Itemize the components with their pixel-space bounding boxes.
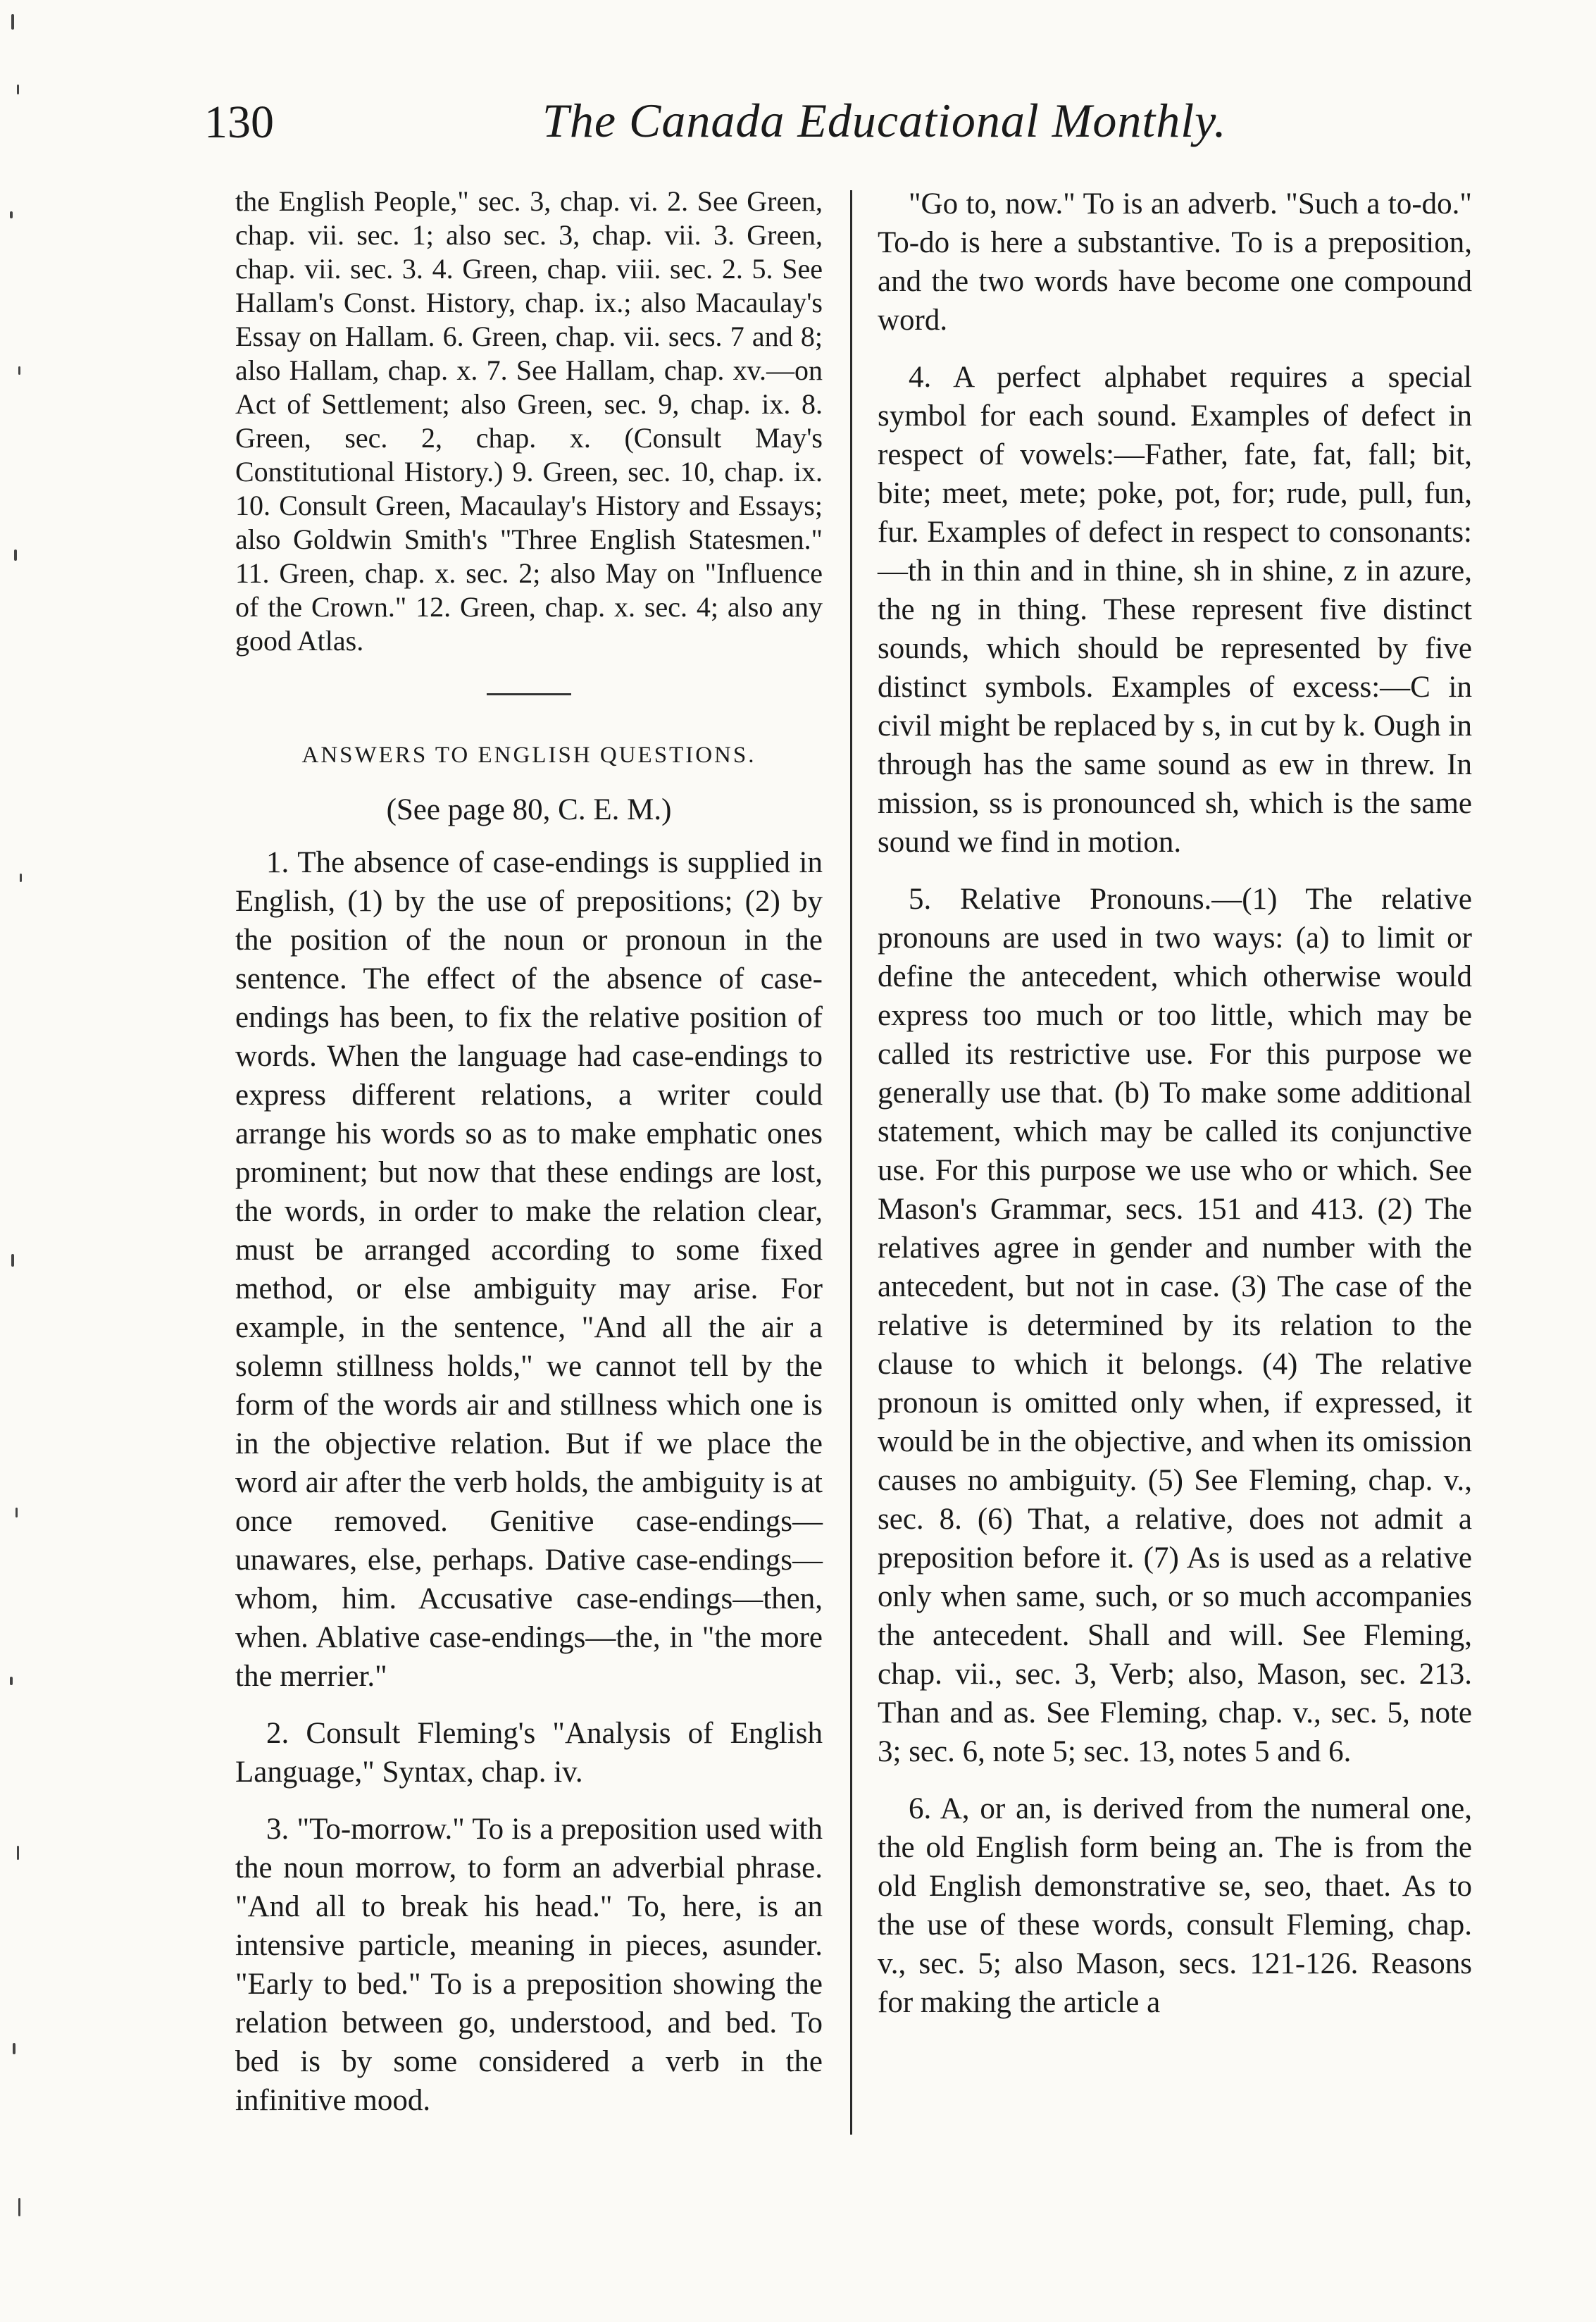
section-heading: ANSWERS TO ENGLISH QUESTIONS. (301, 743, 756, 768)
page-number: 130 (204, 97, 274, 148)
answer-4: 4. A perfect alphabet requires a special symbol for each sound. Examples of defect in respect of vowels:—Father, fate, fat, fall; bit, bite; meet, mete; poke, pot, for; rude, pull, fun, fur. Examples of defect in respect to consonants:—th in thin and in thine, sh in shine, z in azure, the ng in thing. These represent five distinct sounds, which should be represented by five distinct symbols. Examples of excess:—C in civil might be replaced by s, in cut by k. Ough in through has the same sound as ew in threw. In mission, ss is pronounced sh, which is the same sound we find in motion. (878, 361, 1472, 859)
left-column (235, 185, 823, 2138)
answer-1: 1. The absence of case-endings is supplied in English, (1) by the use of prepositions; (2) by the position of the noun or pronoun in the sentence. The effect of the absence of case-endings has been, to fix the relative position of words. When the language had case-endings to express different relations, a writer could arrange his words so as to make emphatic ones prominent; but now that these endings are lost, the words, in order to make the relation clear, must be arranged according to some fixed method, or else ambiguity may arise. For example, in the sentence, "And all the air a solemn stillness holds," we cannot tell by the form of the words air and stillness which one is in the objective relation. But if we place the word air after the verb holds, the ambiguity is at once removed. Genitive case-endings—unawares, else, perhaps. Dative case-endings—whom, him. Accusative case-endings—then, when. Ablative case-endings—the, in "the more the merrier." (235, 846, 823, 1693)
answer-6: 6. A, or an, is derived from the numeral one, the old English form being an. The is from the old English demonstrative se, seo, thaet. As to the use of these words, consult Fleming, chap. v., sec. 5; also Mason, secs. 121-126. Reasons for making the article a (878, 1792, 1472, 2019)
answer-5: 5. Relative Pronouns.—(1) The relative pronouns are used in two ways: (a) to limit or define the antecedent, which otherwise would express too much or too little, which may be called its restrictive use. For this purpose we generally use that. (b) To make some additional statement, which may be called its conjunctive use. For this purpose we use who or which. See Mason's Grammar, secs. 151 and 413. (2) The relatives agree in gender and number with the antecedent, but not in case. (3) The case of the relative is determined by its relation to the clause to which it belongs. (4) The relative pronoun is omitted only when, if expressed, it would be in the objective, and when its omission causes no ambiguity. (5) See Fleming, chap. v., sec. 8. (6) That, a relative, does not admit a preposition before it. (7) As is used as a relative only when same, such, or so much accompanies the antecedent. Shall and will. See Fleming, chap. vii., sec. 3, Verb; also, Mason, sec. 213. Than and as. See Fleming, chap. v., sec. 5, note 3; sec. 6, note 5; sec. 13, notes 5 and 6. (878, 883, 1472, 1768)
column-rule (850, 190, 852, 2135)
right-column (878, 185, 1472, 2040)
answer-3-continued: "Go to, now." To is an adverb. "Such a to-do." To-do is here a substantive. To is a preposition, and the two words have become one compound word. (878, 187, 1472, 337)
page-edge-marks (4, 0, 32, 2322)
reference-notes: the English People," sec. 3, chap. vi. 2. See Green, chap. vii. sec. 1; also sec. 3, chap. vii. 3. Green, chap. vii. sec. 3. 4. Green, chap. viii. sec. 2. 5. See Hallam's Const. History, chap. ix.; also Macaulay's Essay on Hallam. 6. Green, chap. vii. secs. 7 and 8; also Hallam, chap. x. 7. See Hallam, chap. xv.—on Act of Settlement; also Green, sec. 9, chap. ix. 8. Green, sec. 2, chap. x. (Consult May's Constitutional History.) 9. Green, sec. 10, chap. ix. 10. Consult Green, Macaulay's History and Essays; also Goldwin Smith's "Three English Statesmen." 11. Green, chap. x. sec. 2; also May on "Influence of the Crown." 12. Green, chap. x. sec. 4; also any good Atlas. (235, 185, 823, 657)
answer-2: 2. Consult Fleming's "Analysis of English Language," Syntax, chap. iv. (235, 1717, 823, 1789)
section-divider (487, 693, 571, 695)
running-title: The Canada Educational Monthly. (542, 94, 1227, 147)
answer-3: 3. "To-morrow." To is a preposition used with the noun morrow, to form an adverbial phrase. "And all to break his head." To, here, is an intensive particle, meaning in pieces, asunder. "Early to bed." To is a preposition showing the relation between go, understood, and bed. To bed is by some considered a verb in the infinitive mood. (235, 1813, 823, 2117)
page-reference: (See page 80, C. E. M.) (386, 793, 672, 826)
